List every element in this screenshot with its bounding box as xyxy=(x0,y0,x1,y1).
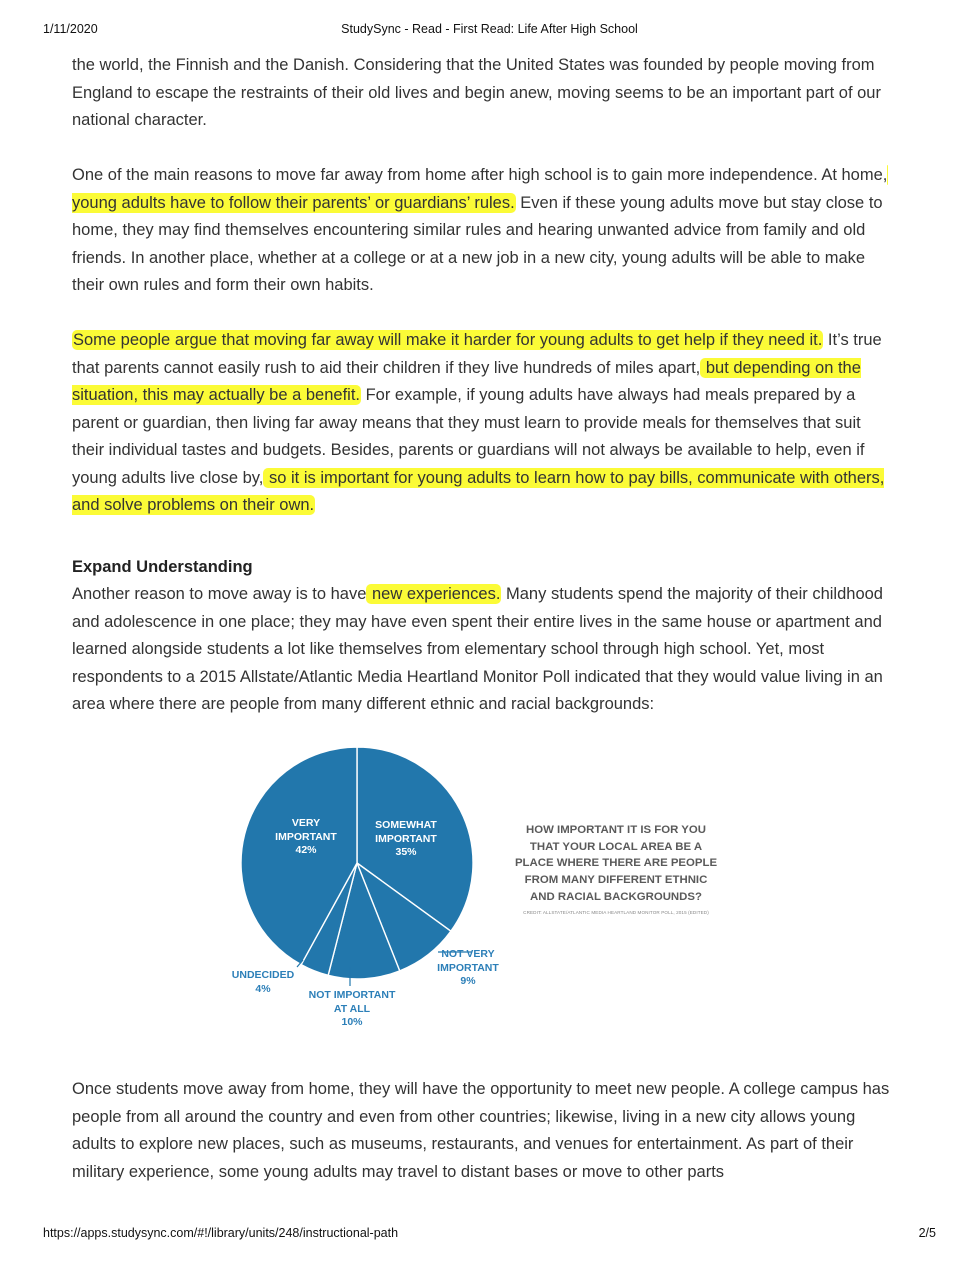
paragraph-5-text-a: Another reason to move away is to have xyxy=(72,585,367,603)
highlight-benefit[interactable]: but depending on the situation, this may actually be a benefit. xyxy=(72,358,861,404)
print-header xyxy=(0,22,979,38)
label-somewhat-important xyxy=(366,819,446,860)
label-very-line1: VERY xyxy=(291,817,321,829)
label-undecided-line1: UNDECIDED xyxy=(231,969,295,981)
paragraph-1-text: the world, the Finnish and the Danish. Considering that the United States was founded by people moving from England to escape the restraints of their old lives and begin anew, moving seems to be an important part of our national character. xyxy=(72,56,881,129)
poll-figure xyxy=(226,746,726,1036)
section-heading: Expand Understanding xyxy=(72,557,253,576)
print-url: https://apps.studysync.com/#!/library/units/248/instructional-path xyxy=(43,1226,399,1240)
paragraph-3-text-b: For example, if young adults have always had meals prepared by a parent or guardian, then living far away means that they must learn to provide meals for themselves that suit their individual tastes and budgets. Besides, parents or guardians will not always be available to help, even if young adults live close by, xyxy=(72,386,865,487)
paragraph-3 xyxy=(72,327,892,520)
label-very-line3: 42% xyxy=(295,844,317,856)
paragraph-5 xyxy=(72,581,892,719)
paragraph-1 xyxy=(72,52,892,135)
highlight-pay-bills[interactable]: so it is important for young adults to learn how to pay bills, communicate with others, and solve problems on their own. xyxy=(72,468,885,514)
print-page-number: 2/5 xyxy=(918,1226,936,1240)
print-date: 1/11/2020 xyxy=(43,22,98,36)
label-not-very-important xyxy=(430,948,506,989)
paragraph-3-text-a: It’s true that parents cannot easily rush to aid their children if they live hundreds of miles apart, xyxy=(72,331,882,377)
figure-question: HOW IMPORTANT IT IS FOR YOU THAT YOUR LOCAL AREA BE A PLACE WHERE THERE ARE PEOPLE FROM MANY DIFFERENT ETHNIC AND RACIAL BACKGROUNDS? xyxy=(514,824,718,903)
label-notatall-line2: AT ALL xyxy=(333,1002,371,1015)
article-body xyxy=(72,52,892,719)
label-undecided xyxy=(226,969,300,996)
label-notatall-line1: NOT IMPORTANT xyxy=(308,989,396,1001)
paragraph-2 xyxy=(72,162,892,300)
label-undecided-line2: 4% xyxy=(255,982,271,995)
print-title: StudySync - Read - First Read: Life After High School xyxy=(341,22,638,36)
paragraph-2-text-b: Even if these young adults move but stay close to home, they may find themselves encountering similar rules and hearing unwanted advice from family and old friends. In another place, whether at a college or at a new job in a new city, young adults will be able to make their own rules and form their own habits. xyxy=(72,193,883,294)
label-somewhat-line1: SOMEWHAT xyxy=(375,819,437,831)
figure-credit: CREDIT: ALLSTATE/ATLANTIC MEDIA HEARTLAND MONITOR POLL, 2015 (EDITED) xyxy=(523,910,709,915)
label-notvery-line3: 9% xyxy=(460,975,476,987)
highlight-rules[interactable]: young adults have to follow their parents’ or guardians’ rules. xyxy=(72,165,888,213)
label-very-line2: IMPORTANT xyxy=(275,830,337,843)
paragraph-2-text-a: One of the main reasons to move far away from home after high school is to gain more independence. At home, xyxy=(72,166,888,184)
paragraph-6: Once students move away from home, they will have the opportunity to meet new people. A college campus has people from all around the country and even from other countries; likewise, living in a new city allows young adults to explore new places, such as museums, restaurants, and venues for entertainment. As part of their military experience, some young adults may travel to distant bases or move to other parts xyxy=(72,1080,890,1181)
label-notvery-line1: NOT VERY xyxy=(441,948,495,960)
label-very-important xyxy=(266,817,346,858)
print-footer xyxy=(0,1226,979,1242)
paragraph-5-text-b: Many students spend the majority of their childhood and adolescence in one place; they may have even spent their entire lives in the same house or apartment and learned alongside students a lot like themselves from elementary school through high school. Yet, most respondents to a 2015 Allstate/Atlantic Media Heartland Monitor Poll indicated that they would value living in an area where there are people from many different ethnic and racial backgrounds: xyxy=(72,585,883,713)
highlight-new-experiences[interactable]: new experiences. xyxy=(367,585,501,603)
label-not-important-at-all xyxy=(302,989,402,1030)
label-somewhat-line3: 35% xyxy=(395,846,417,858)
label-notatall-line3: 10% xyxy=(341,1016,363,1028)
label-somewhat-line2: IMPORTANT xyxy=(375,832,437,845)
highlight-argue[interactable]: Some people argue that moving far away will make it harder for young adults to get help if they need it. xyxy=(73,331,823,349)
label-notvery-line2: IMPORTANT xyxy=(437,961,499,974)
